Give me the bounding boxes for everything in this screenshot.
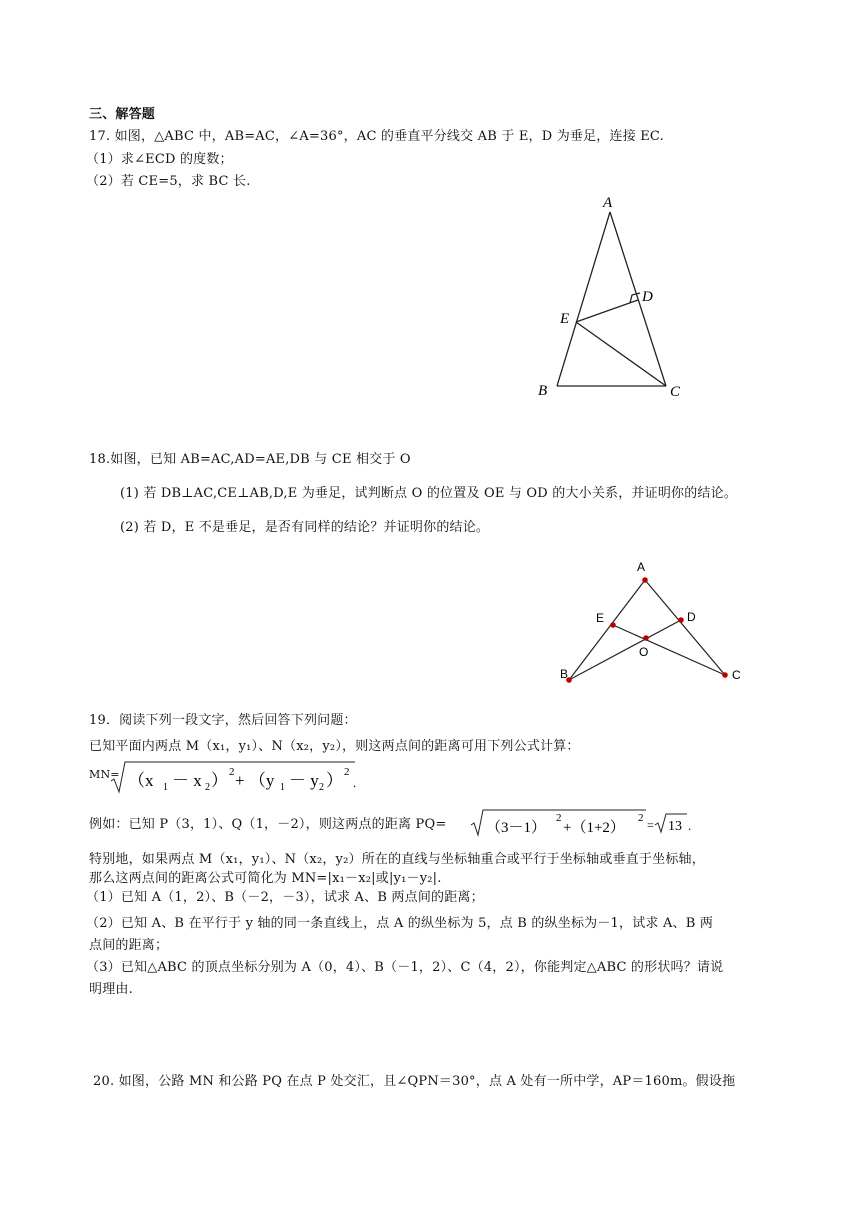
q19-part2-line1: （2）已知 A、B 在平行于 y 轴的同一条直线上，点 A 的纵坐标为 5，点 B 的纵坐标为－1，试求 A、B 两 (86, 916, 714, 931)
q18-label-B: B (560, 667, 569, 681)
svg-text:+（1+2）: +（1+2） (563, 820, 625, 836)
svg-text:）: ） (211, 771, 228, 790)
svg-text:）: ） (326, 771, 343, 790)
svg-text:1: 1 (280, 782, 285, 793)
q19-formula-prefix: MN= (89, 768, 120, 781)
q17-label-E: E (560, 311, 570, 327)
q17-stem: 17. 如图，△ABC 中，AB=AC，∠A=36°，AC 的垂直平分线交 AB 于 E，D 为垂足，连接 EC. (89, 129, 664, 144)
q19-example-result: 13 (668, 819, 682, 834)
q18-stem: 18.如图，已知 AB=AC,AD=AE,DB 与 CE 相交于 O (89, 452, 411, 467)
svg-text:.: . (353, 775, 357, 790)
q19-example-text: 例如：已知 P（3，1）、Q（1，－2），则这两点的距离 PQ= (89, 817, 447, 832)
q19-special-line2: 那么这两点间的距离公式可简化为 MN=|x₁－x₂|或|y₁－y₂|. (89, 871, 442, 886)
svg-text:2: 2 (229, 766, 235, 778)
svg-text:（3－1）: （3－1） (486, 820, 547, 836)
svg-text:2: 2 (638, 812, 644, 824)
q18-label-O: O (639, 645, 649, 659)
q17-label-B: B (538, 383, 548, 399)
svg-text:1: 1 (163, 782, 168, 793)
q17-triangle-figure (530, 190, 700, 405)
q17-label-D: D (642, 289, 653, 305)
q18-part2: (2) 若 D，E 不是垂足，是否有同样的结论？并证明你的结论。 (120, 520, 490, 535)
q17-label-A: A (603, 195, 613, 211)
q20-stem: 20. 如图，公路 MN 和公路 PQ 在点 P 处交汇，且∠QPN＝30°，点 A 处有一所中学，AP＝160m。假设拖 (93, 1074, 736, 1089)
q18-label-A: A (637, 560, 646, 574)
svg-text:（x: （x (128, 771, 154, 790)
svg-text:－ y: － y (289, 771, 319, 790)
section-heading: 三、解答题 (89, 107, 156, 122)
q18-label-C: C (732, 668, 741, 682)
svg-text:2: 2 (205, 782, 210, 793)
q18-label-E: E (596, 611, 605, 625)
svg-text:2: 2 (319, 782, 324, 793)
svg-text:.: . (688, 818, 692, 833)
q17-label-C: C (670, 384, 681, 400)
q19-special-line1: 特别地，如果两点 M（x₁，y₁）、N（x₂，y₂）所在的直线与坐标轴重合或平行于坐标轴或垂直于坐标轴， (89, 852, 705, 867)
q19-example-formula (470, 808, 700, 838)
q19-line1: 已知平面内两点 M（x₁，y₁）、N（x₂，y₂），则这两点间的距离可用下列公式计算： (89, 739, 580, 754)
q18-label-D: D (687, 610, 696, 624)
q17-part2: （2）若 CE=5，求 BC 长. (86, 174, 251, 189)
q18-part1: (1) 若 DB⊥AC,CE⊥AB,D,E 为垂足，试判断点 O 的位置及 OE 与 OD 的大小关系，并证明你的结论。 (120, 486, 738, 501)
q17-part1: （1）求∠ECD 的度数； (86, 152, 233, 167)
svg-text:+ （y: + （y (235, 771, 275, 790)
svg-text:=: = (647, 818, 654, 832)
q19-distance-formula (110, 759, 360, 795)
q19-part2-line2: 点间的距离； (89, 938, 169, 953)
q19-stem: 19．阅读下列一段文字，然后回答下列问题： (89, 713, 357, 728)
svg-text:2: 2 (556, 812, 562, 824)
svg-text:－ x: － x (172, 771, 202, 790)
q19-part3-line1: （3）已知△ABC 的顶点坐标分别为 A（0，4）、B（－1，2）、C（4，2），你能判定△ABC 的形状吗？请说 (86, 960, 724, 975)
q18-figure (550, 555, 750, 690)
svg-text:2: 2 (344, 766, 350, 778)
q19-part3-line2: 明理由. (89, 982, 133, 997)
q19-part1: （1）已知 A（1，2）、B（－2，－3），试求 A、B 两点间的距离； (86, 890, 484, 905)
